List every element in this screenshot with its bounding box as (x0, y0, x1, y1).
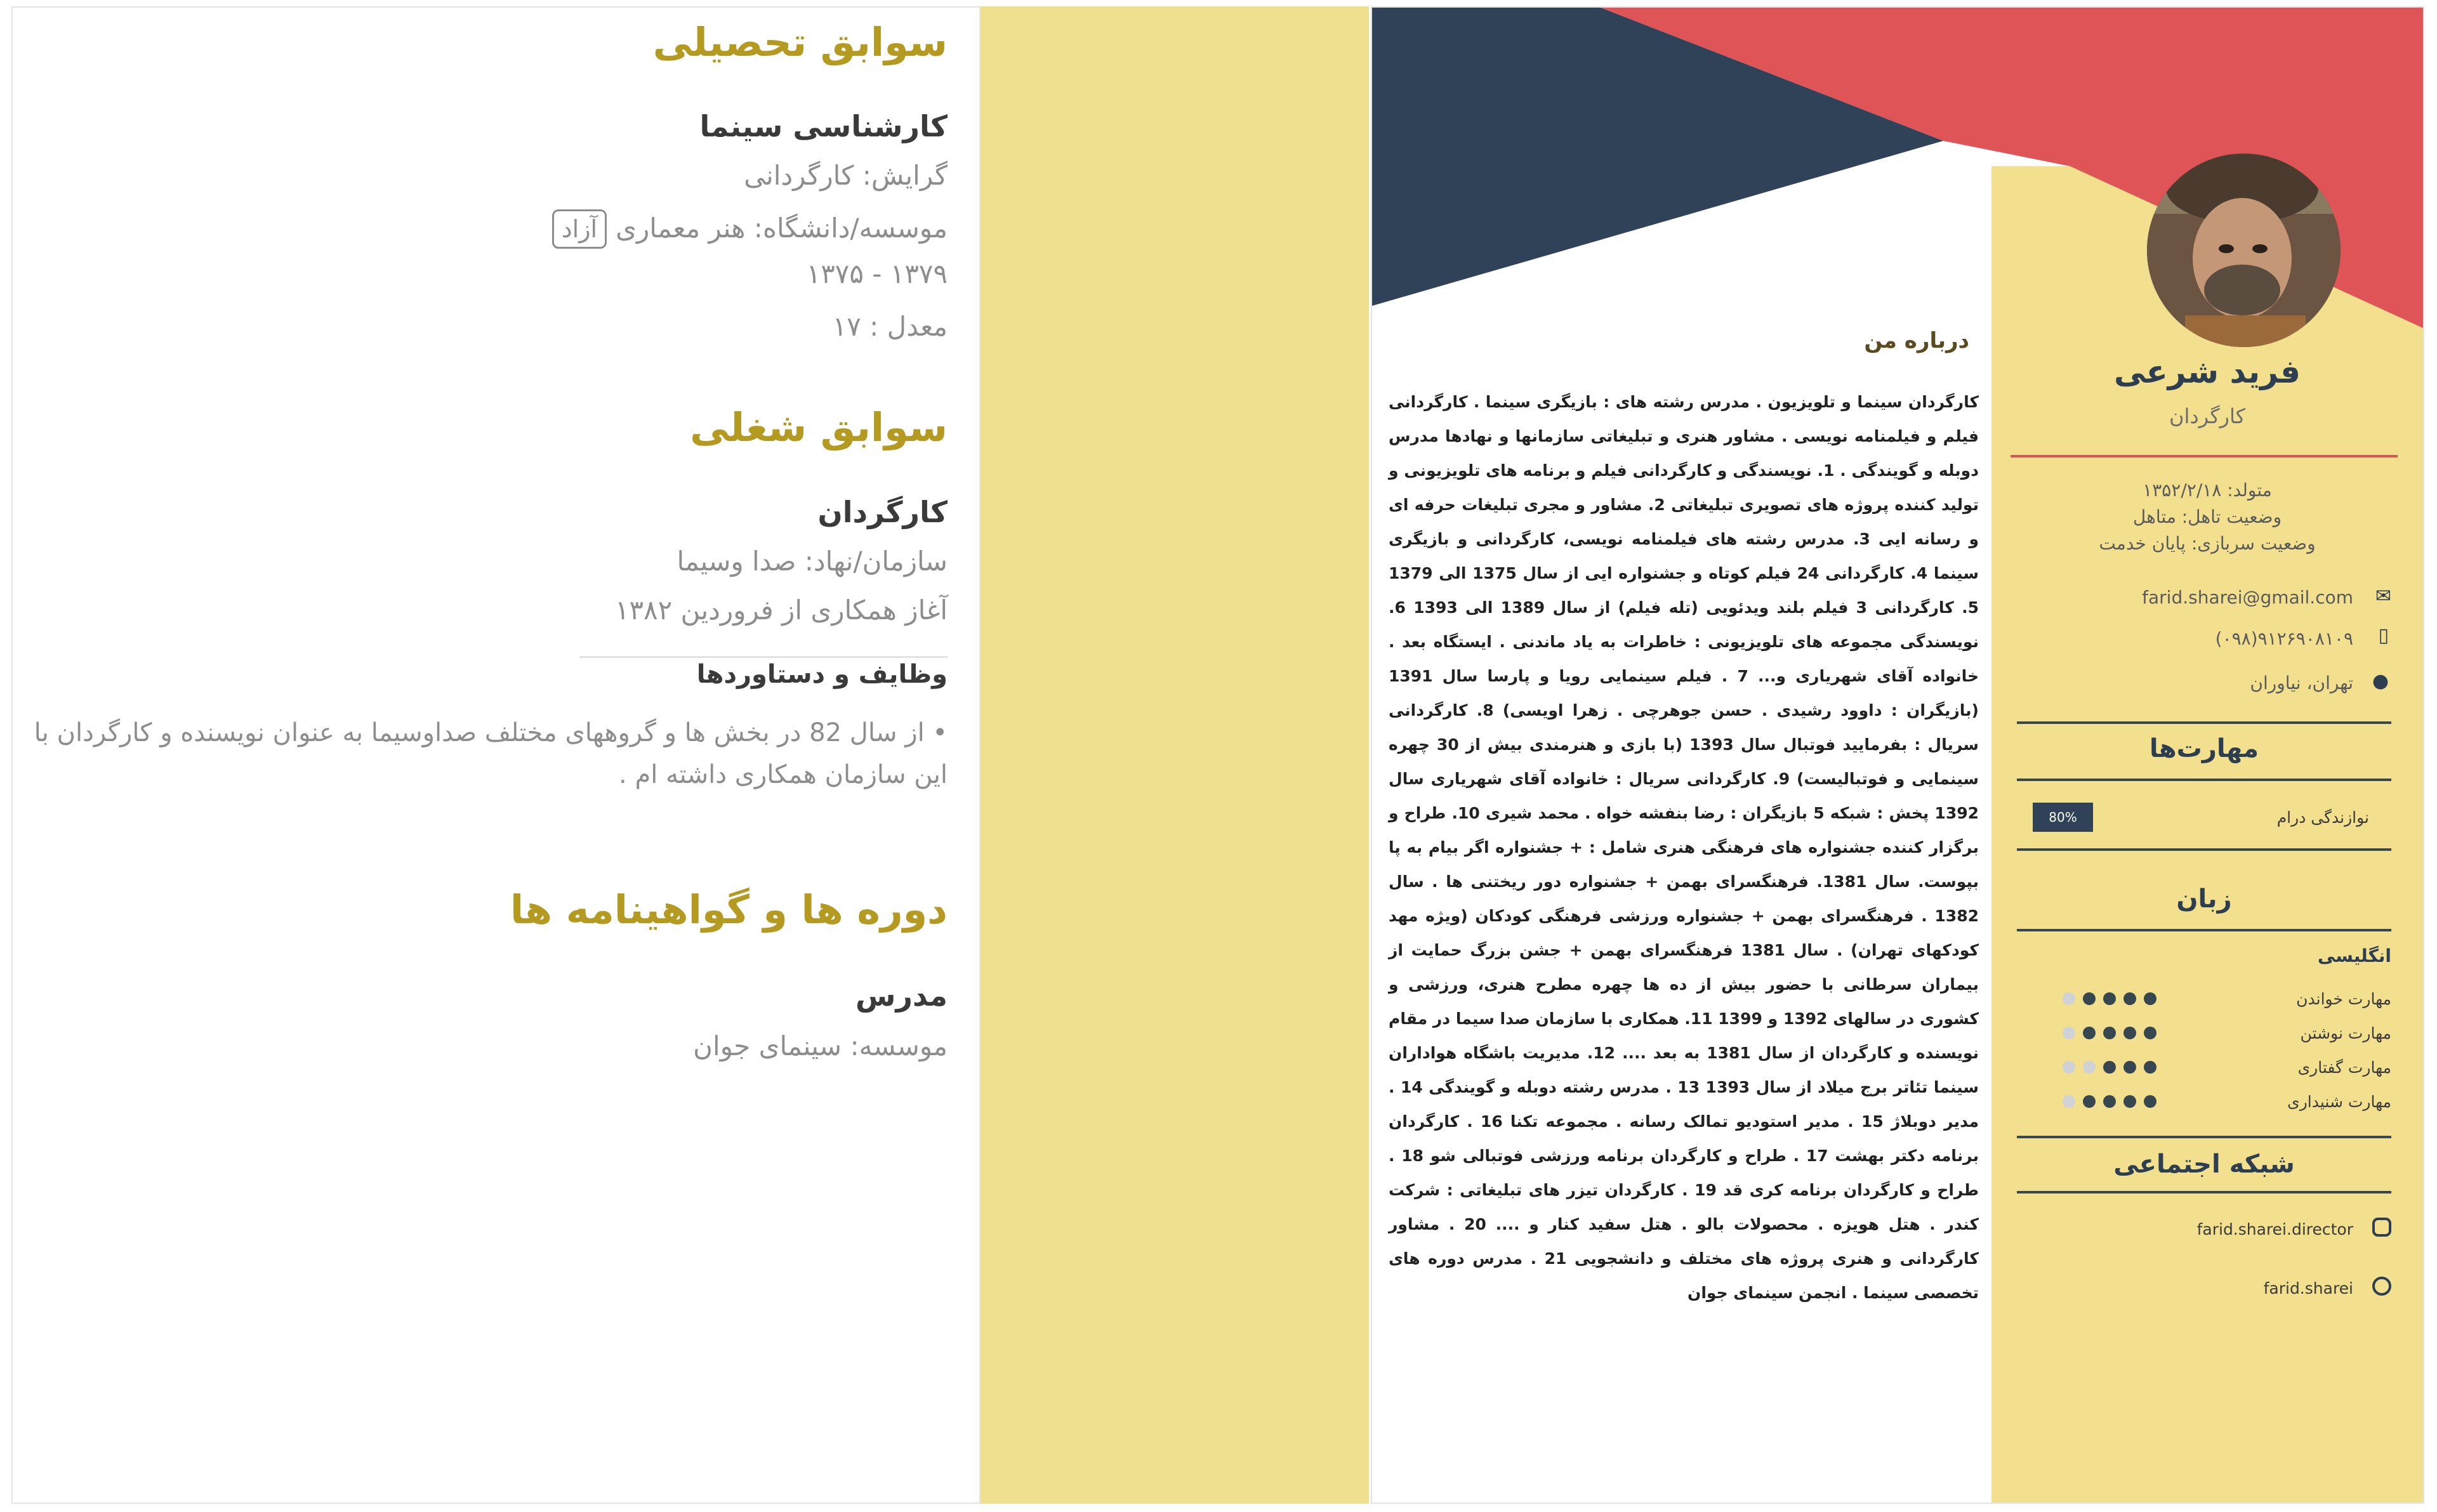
education-years: ۱۳۷۹ - ۱۳۷۵ (806, 258, 948, 289)
duties-divider (579, 656, 948, 658)
skills-rule-top (2017, 721, 2391, 724)
resume-name: فرید شرعی (2114, 353, 2301, 390)
email-text: farid.sharei@gmail.com (2142, 587, 2353, 608)
duties-text: • از سال 82 در بخش ها و گروههای مختلف صداوسیما به عنوان نویسنده و کارگردان با این سازمان همکاری داشته ام . (34, 718, 948, 789)
duties-title: وظایف و دستاوردها (696, 660, 948, 689)
about-text: کارگردان سینما و تلویزیون . مدرس رشته های : بازیگری سینما . کارگردانی فیلم و فیلمنامه نویسی . مشاور هنری و تبلیغاتی سازمانها و نهادها مدرس دوبله و گویندگی . 1. نویسندگی و کارگردانی فیلم و برنامه های تلویزیونی و تولید کننده پروژه های تصویری تبلیغاتی 2. مشاور و مجری تبلیغات حرفه ای و رسانه ایی 3. مدرس رشته های فیلمنامه نویسی، کارگردانی و بازیگری سینما 4. کارگردانی 24 فیلم کوتاه و جشنواره ایی از سال 1375 الی 1379 5. کارگردانی 3 فیلم بلند ویدئویی (تله فیلم) از سال 1389 الی 1393 6. نویسندگی مجموعه های تلویزیونی : خاطرات به یاد ماندنی . ایستگاه بعد . خانواده آقای شهریاری و... 7 . فیلم سینمایی رویا و پارسا سال 1391 (بازیگران : داوود رشیدی . حسن جوهرچی . زهرا اویسی) 8. کارگردانی سریال : بفرمایید فوتبال سال 1393 (با بازی و هنرمندی بیش از 30 چهره سینمایی و فوتبالیست) 9. کارگردانی سریال : خانواده آقای شهریاری سال 1392 پخش : شبکه 5 بازیگران : رضا بنفشه خواه . محمد شیری 10. طراح و برگزار کننده جشنواره های فرهنگی هنری شامل : + جشنواره اگر بیام به پا بپوست. سال 1381. فرهنگسرای بهمن + جشنواره دور ریختنی ها . سال 1382 . فرهنگسرای بهمن + جشنواره ورزشی فرهنگی کودکان (ویژه مهد کودکهای تهران) . سال 1381 فرهنگسرای بهمن + جشن بزرگ حمایت از بیماران سرطانی با حضور بیش از ده ها چهره مطرح هنری، ورزشی و کشوری در سالهای 1392 و 1399 11. همکاری با سازمان صدا سیما در مقام نویسنده و کارگردان از سال 1381 به بعد .... 12. مدیریت باشگاه هواداران سینما تئاتر برج میلاد از سال 1393 13 . مدرس رشته دوبله و گویندگی 14 . مدیر دوبلاژ 15 . مدیر استودیو تمالک رسانه . مجموعه تکنا 16 . کارگردان برنامه دکتر بهشت 17 . طراح و کارگردان برنامه ورزشی فوتبالی شو 18 . طراح و کارگردان برنامه کری قد 19 . کارگردان تیزر های تبلیغاتی : شرکت کندر . هتل هویزه . محصولات بالو . هتل سفید کنار و .... 20 . مشاور کارگردانی و هنری پروژه های مختلف و دانشجویی 21 . مدرس دوره های تخصصی سینما . انجمن سینمای جوان (1389, 393, 1979, 1302)
courses-role: مدرس (855, 978, 948, 1013)
experience-title: سوابق شغلی (690, 404, 948, 450)
social-title: شبکه اجتماعی (2113, 1150, 2295, 1179)
institute-badge: آزاد (552, 209, 607, 249)
whatsapp-handle: farid.sharei (2263, 1279, 2353, 1298)
education-gpa: معدل : ۱۷ (832, 311, 948, 342)
skills-title: مهارت‌ها (2149, 734, 2259, 763)
personal-info (1991, 477, 2423, 557)
contact-phone[interactable] (2017, 623, 2391, 655)
rating-dots (2055, 1061, 2156, 1076)
location-pin-icon: ● (2372, 670, 2389, 692)
social-rule-top (2017, 1136, 2391, 1138)
skill-name: نوازندگی درام (2276, 808, 2369, 827)
language-skill-row (2017, 1019, 2391, 1053)
military-status: وضعیت سربازی: پایان خدمت (2099, 533, 2316, 554)
language-skill-label: مهارت خواندن (2296, 990, 2391, 1008)
experience-org: سازمان/نهاد: صدا وسیما (677, 546, 948, 577)
phone-text: (۰۹۸)۹۱۲۶۹۰۸۱۰۹ (2215, 628, 2353, 649)
education-degree: کارشناسی سینما (699, 109, 948, 143)
envelope-icon: ✉ (2375, 585, 2391, 607)
social-whatsapp[interactable] (2017, 1275, 2391, 1307)
rating-dots (2055, 1095, 2156, 1110)
experience-start: آغاز همکاری از فروردین ۱۳۸۲ (614, 595, 948, 626)
instagram-icon (2372, 1218, 2391, 1237)
language-skill-row (2017, 1088, 2391, 1122)
contact-location (2017, 667, 2391, 699)
institute-label: موسسه/دانشگاه: هنر معماری (616, 213, 948, 244)
name-divider (2011, 455, 2398, 457)
marital-status: وضعیت تاهل: متاهل (2132, 506, 2282, 527)
about-title: درباره من (1864, 328, 1969, 353)
language-skill-label: مهارت شنیداری (2287, 1093, 2391, 1111)
birth-date: متولد: ۱۳۵۲/۲/۱۸ (2143, 480, 2272, 501)
left-page (11, 6, 981, 1504)
whatsapp-icon (2372, 1277, 2391, 1296)
social-instagram[interactable] (2017, 1216, 2391, 1248)
language-skills-list (2017, 985, 2391, 1122)
resume-page (1371, 6, 2424, 1504)
education-institute (552, 209, 948, 249)
avatar (2147, 154, 2341, 347)
education-title: سوابق تحصیلی (652, 19, 948, 65)
language-skill-label: مهارت گفتاری (2297, 1058, 2391, 1077)
language-skill-label: مهارت نوشتن (2300, 1024, 2391, 1042)
language-name: انگلیسی (2317, 945, 2391, 966)
skills-rule-bottom (2017, 779, 2391, 781)
language-skill-row (2017, 1053, 2391, 1088)
phone-icon: ▯ (2378, 624, 2389, 647)
location-text: تهران، نیاوران (2250, 673, 2353, 694)
social-rule-bottom (2017, 1191, 2391, 1193)
skill-level-badge: 80% (2033, 803, 2093, 832)
rating-dots (2055, 1027, 2156, 1042)
rating-dots (2055, 992, 2156, 1008)
portrait-image (2147, 154, 2341, 347)
language-title: زبان (2176, 884, 2232, 914)
instagram-handle: farid.sharei.director (2196, 1220, 2353, 1239)
page-gap (981, 6, 1369, 1504)
language-rule-top (2017, 848, 2391, 851)
language-skill-row (2017, 985, 2391, 1019)
courses-institute: موسسه: سینمای جوان (693, 1030, 948, 1062)
language-rule-bottom (2017, 929, 2391, 931)
contact-email[interactable] (2017, 582, 2391, 614)
resume-job-title: کارگردان (2169, 404, 2245, 428)
education-field: گرایش: کارگردانی (744, 160, 948, 191)
experience-role: کارگردان (817, 495, 948, 529)
courses-title: دوره ها و گواهینامه ها (510, 886, 948, 933)
